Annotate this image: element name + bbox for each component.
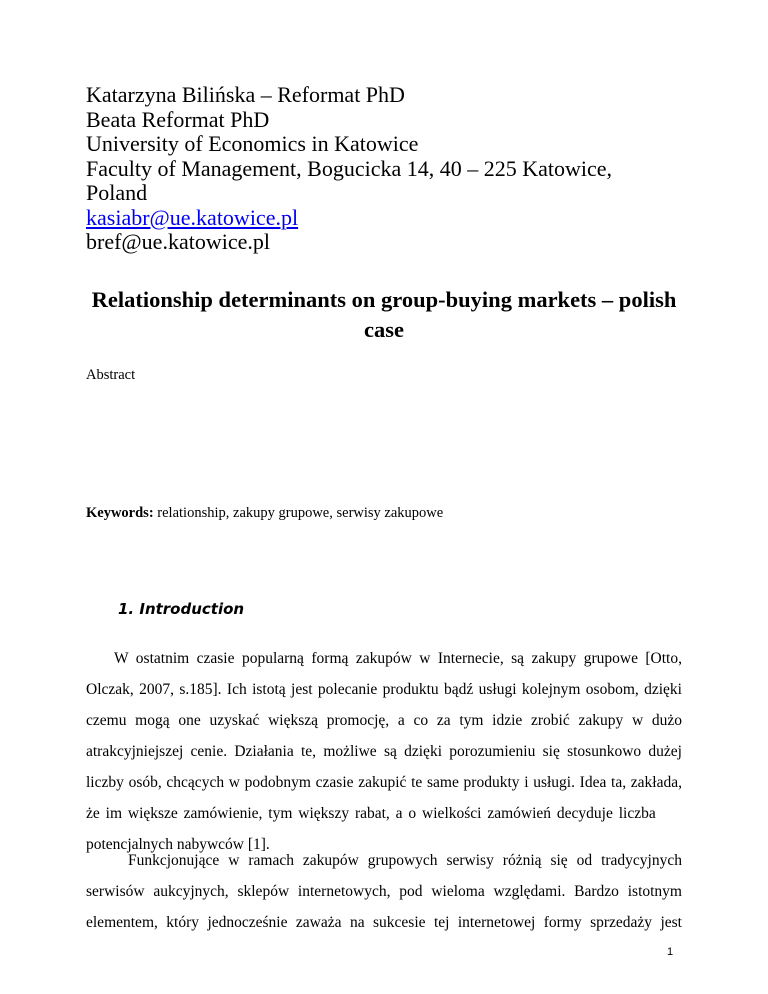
author-block bbox=[86, 83, 686, 255]
paragraph-line: potencjalnych nabywców [1]. bbox=[86, 836, 270, 853]
email-plain: bref@ue.katowice.pl bbox=[86, 229, 270, 254]
paragraph-line: W ostatnim czasie popularną formą zakupów w Internecie, są zakupy grupowe [Otto, bbox=[114, 650, 682, 667]
paragraph-1 bbox=[86, 643, 682, 860]
keywords-line bbox=[86, 505, 443, 522]
affiliation-line: University of Economics in Katowice bbox=[86, 131, 419, 156]
paragraph-line: atrakcyjniejszej cenie. Działania te, możliwe są dzięki porozumieniu się stosunkowo dużej bbox=[86, 743, 682, 760]
paragraph-line: Olczak, 2007, s.185]. Ich istotą jest polecanie produktu bądź usługi kolejnym osobom, dzięki bbox=[86, 681, 682, 698]
paragraph-line: Funkcjonujące w ramach zakupów grupowych serwisy różnią się od tradycyjnych bbox=[128, 852, 682, 869]
author-line: Katarzyna Bilińska – Reformat PhD bbox=[86, 82, 405, 107]
paragraph-line: elementem, który jednocześnie zaważa na sukcesie tej internetowej formy sprzedaży jest bbox=[86, 914, 682, 931]
abstract-label: Abstract bbox=[86, 367, 136, 383]
paragraph-2 bbox=[86, 845, 682, 938]
page-number: 1 bbox=[667, 946, 674, 958]
author-line: Beata Reformat PhD bbox=[86, 106, 270, 132]
paragraph-line: liczby osób, chcących w podobnym czasie zakupić te same produkty i usługi. Idea ta, zakłada, bbox=[86, 774, 682, 791]
section-heading: 1. Introduction bbox=[118, 600, 245, 618]
paragraph-line: że im większe zamówienie, tym większy rabat, a o wielkości zamówień decyduje liczba bbox=[86, 805, 656, 822]
country-line: Poland bbox=[86, 180, 148, 205]
email-link[interactable]: kasiabr@ue.katowice.pl bbox=[86, 204, 299, 230]
paper-title: Relationship determinants on group-buying markets – polish case bbox=[91, 287, 677, 342]
keywords-label: Keywords: bbox=[86, 505, 154, 521]
paragraph-line: czemu mogą one uzyskać większą promocję, a co za tym idzie zrobić zakupy w dużo bbox=[86, 712, 682, 729]
paragraph-line: serwisów aukcyjnych, sklepów internetowych, pod wieloma względami. Bardzo istotnym bbox=[86, 883, 682, 900]
address-line: Faculty of Management, Bogucicka 14, 40 – 225 Katowice, bbox=[86, 155, 613, 181]
keywords-text: relationship, zakupy grupowe, serwisy zakupowe bbox=[153, 505, 444, 521]
